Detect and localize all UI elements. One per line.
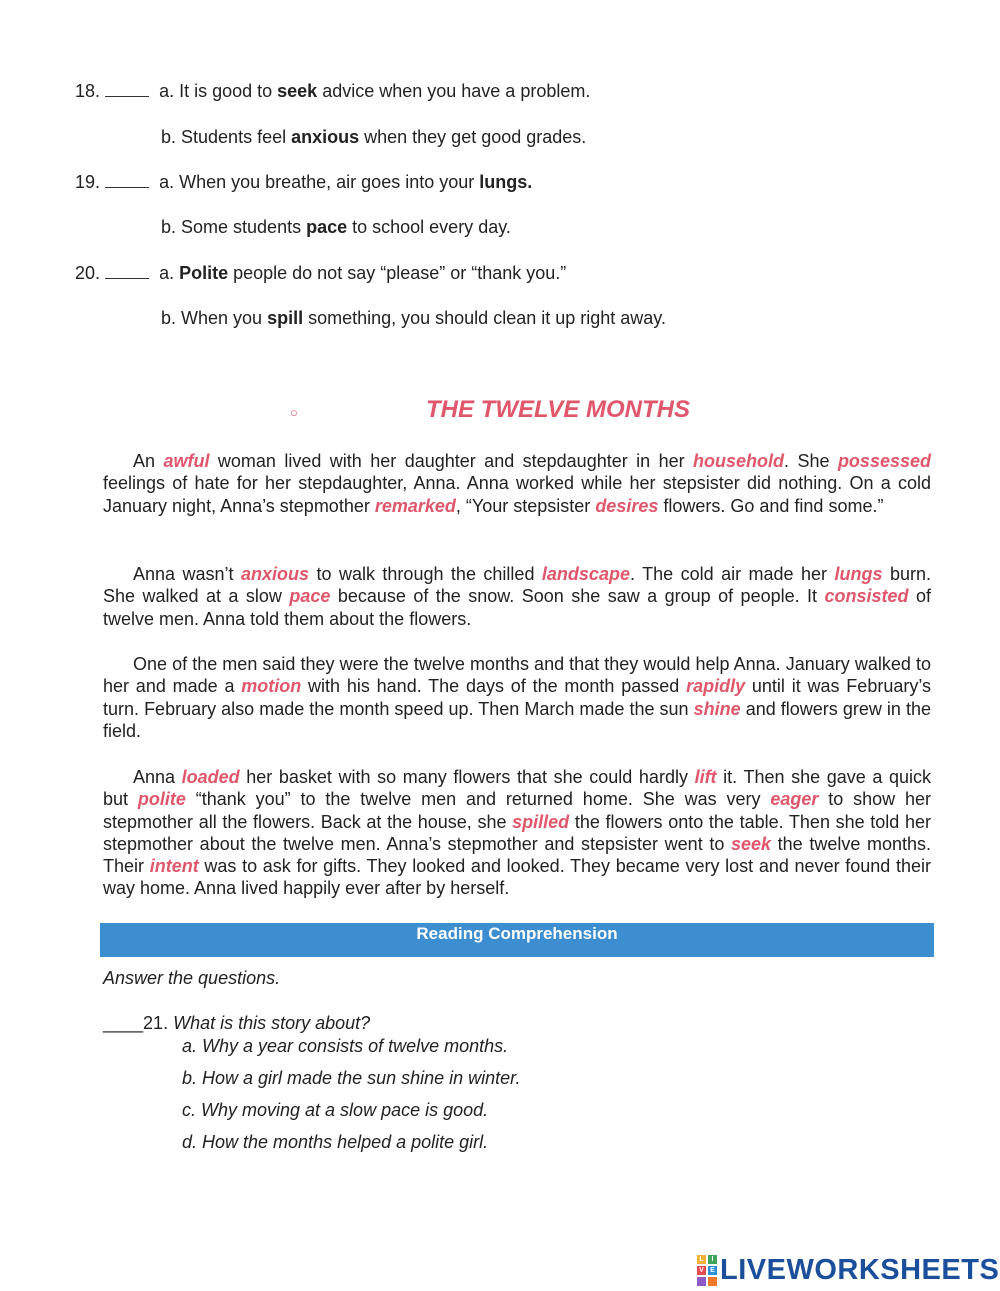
vocab-word: remarked [374,495,456,516]
option-a[interactable]: a. Why a year consists of twelve months. [182,1036,509,1056]
statement-text: a. [159,263,180,283]
vocab-word: rapidly [686,676,746,697]
question-number: 21. [143,1013,169,1033]
statement-text: a. When you breathe, air goes into your [159,172,480,192]
vocab-word: pace [306,217,348,237]
vocab-word: motion [241,676,302,697]
option-c[interactable]: c. Why moving at a slow pace is good. [182,1100,489,1120]
vocab-word: lift [694,767,717,787]
question-18-b [161,127,586,148]
circle-marker: ○ [290,405,298,420]
logo-text: LIVEWORKSHEETS [720,1253,1000,1286]
vocab-word: anxious [291,127,360,147]
question-20-b [161,308,666,329]
vocab-word: shine [693,698,741,719]
vocab-word: seek [730,833,772,854]
vocab-word: anxious [240,564,310,584]
vocab-word: spill [267,308,304,328]
answer-blank[interactable] [105,172,149,188]
vocab-word: polite [137,789,186,810]
question-text: What is this story about? [173,1013,371,1033]
statement-text: advice when you have a problem. [317,81,591,101]
story-title: THE TWELVE MONTHS [426,396,690,423]
vocab-word: possessed [837,451,931,471]
option-d[interactable]: d. How the months helped a polite girl. [182,1132,489,1152]
vocab-word: eager [770,789,819,810]
vocab-word: Polite [179,263,229,283]
instructions: Answer the questions. [103,968,281,988]
liveworksheets-logo [697,1253,999,1287]
statement-text: b. Some students [161,217,307,237]
vocab-word: landscape [541,564,630,584]
vocab-word: lungs. [479,172,533,192]
question-number: 18. [75,81,101,101]
option-b[interactable]: b. How a girl made the sun shine in winter. [182,1068,521,1088]
statement-text: b. When you [161,308,268,328]
answer-blank[interactable] [105,263,149,279]
statement-text: people do not say “please” or “thank you.” [228,263,567,283]
question-19-a [75,172,532,193]
section-banner: Reading Comprehension [100,923,934,957]
question-21 [103,1013,370,1034]
vocab-word: lungs [834,564,883,584]
statement-text: to school every day. [347,217,511,237]
statement-text: when they get good grades. [359,127,587,147]
vocab-word: intent [149,856,199,877]
answer-blank[interactable]: ____ [103,1013,144,1033]
question-20-a [75,263,566,284]
story-paragraph: An awful woman lived with her daughter and stepdaughter in her household. She possessed feelings of hate for her stepdaughter, Anna. Anna worked while her stepsister did nothing. On a cold January night, Anna’s stepmother remarked, “Your stepsister desires flowers. Go and find some.” [103,451,931,516]
question-number: 19. [75,172,101,192]
vocab-word: desires [595,495,659,516]
statement-text: a. It is good to [159,81,278,101]
question-number: 20. [75,263,101,283]
vocab-word: pace [289,586,331,607]
vocab-word: seek [277,81,318,101]
vocab-word: consisted [824,586,909,607]
question-19-b [161,217,511,238]
story-paragraph: One of the men said they were the twelve months and that they would help Anna. January walked to her and made a motion with his hand. The days of the month passed rapidly until it was February’s turn. February also made the month speed up. Then March made the sun shine and flowers grew in the field. [103,654,932,741]
logo-blocks-icon: L I V E [697,1255,717,1286]
statement-text: something, you should clean it up right away. [303,308,666,328]
question-18-a [75,81,590,102]
vocab-word: household [693,451,785,471]
statement-text: b. Students feel [161,127,292,147]
answer-blank[interactable] [105,81,149,97]
story-paragraph: Anna wasn’t anxious to walk through the chilled landscape. The cold air made her lungs burn. She walked at a slow pace because of the snow. Soon she saw a group of people. It consisted of twelve men. Anna told them about the flowers. [103,564,932,629]
story-paragraph: Anna loaded her basket with so many flowers that she could hardly lift it. Then she gave a quick but polite “thank you” to the twelve men and returned home. She was very eager to show her stepmother all the flowers. Back at the house, she spilled the flowers onto the table. Then she told her stepmother about the twelve men. Anna’s stepmother and stepsister went to seek the twelve months. Their intent was to ask for gifts. They looked and looked. They became very lost and never found their way home. Anna lived happily ever after by herself. [103,767,932,899]
vocab-word: loaded [181,767,240,787]
vocab-word: awful [163,451,210,471]
vocab-word: spilled [512,811,570,832]
